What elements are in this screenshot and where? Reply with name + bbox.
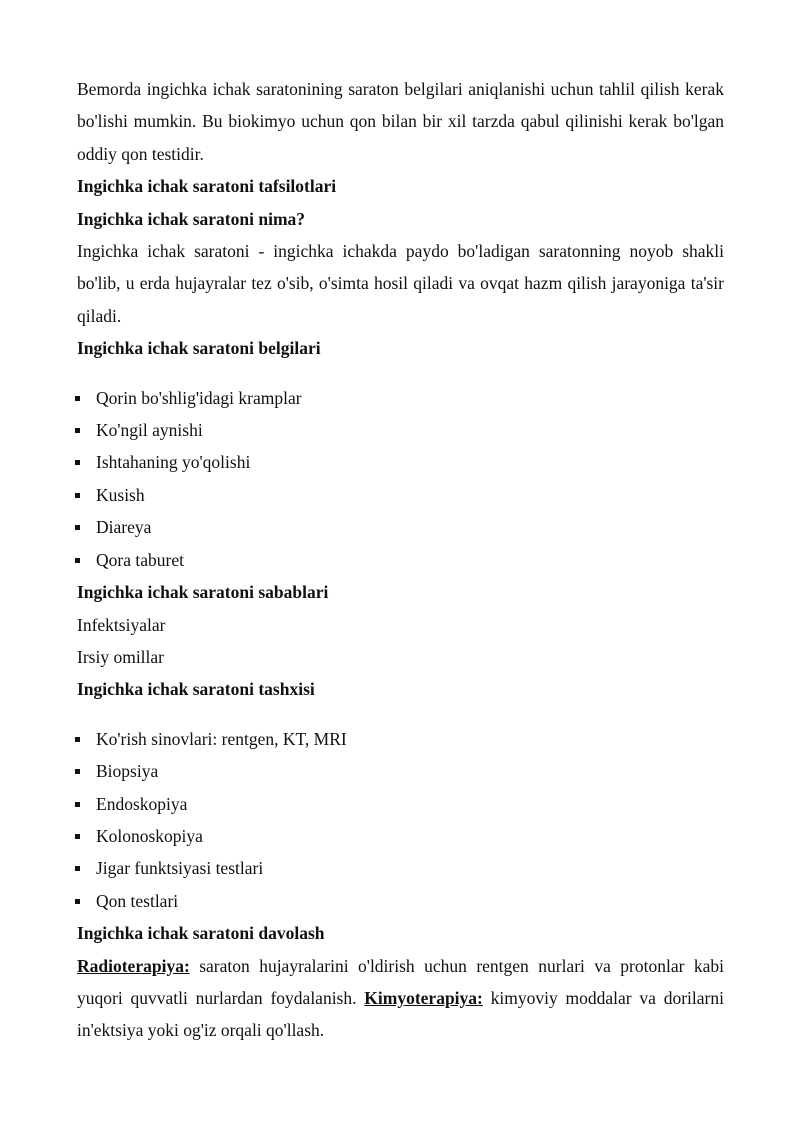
document-page: [77, 73, 724, 1047]
bullet-icon: [75, 899, 80, 904]
list-item: Ko'rish sinovlari: rentgen, KT, MRI: [77, 723, 724, 755]
bullet-icon: [75, 525, 80, 530]
list-item: Ishtahaning yo'qolishi: [77, 446, 724, 478]
heading-symptoms: Ingichka ichak saratoni belgilari: [77, 338, 321, 359]
heading-treatment: Ingichka ichak saratoni davolash: [77, 923, 325, 944]
bullet-icon: [75, 396, 80, 401]
cause-item: Infektsiyalar: [77, 614, 166, 635]
bullet-icon: [75, 737, 80, 742]
radiotherapy-term: Radioterapiya:: [77, 955, 190, 976]
what-paragraph: Ingichka ichak saratoni - ingichka ichakda paydo bo'ladigan saratonning noyob shakli bo'lib, u erda hujayralar tez o'sib, o'simta hosil qiladi va ovqat hazm qilish jarayoniga ta'sir qiladi.: [77, 241, 724, 326]
list-item: Biopsiya: [77, 755, 724, 787]
symptoms-list: [77, 382, 724, 576]
list-item: Qorin bo'shlig'idagi kramplar: [77, 382, 724, 414]
heading-diagnosis: Ingichka ichak saratoni tashxisi: [77, 679, 315, 700]
cause-item: Irsiy omillar: [77, 646, 164, 667]
heading-details: Ingichka ichak saratoni tafsilotlari: [77, 176, 337, 197]
list-item: Endoskopiya: [77, 788, 724, 820]
list-item: Kusish: [77, 479, 724, 511]
bullet-icon: [75, 558, 80, 563]
radiotherapy-text: saraton hujayralarini o'ldirish uchun rentgen nurlari va protonlar kabi yuqori quvvatli nurlardan foydalanish.: [77, 955, 724, 1008]
heading-causes: Ingichka ichak saratoni sabablari: [77, 582, 329, 603]
bullet-icon: [75, 460, 80, 465]
intro-paragraph: Bemorda ingichka ichak saratonining saraton belgilari aniqlanishi uchun tahlil qilish kerak bo'lishi mumkin. Bu biokimyo uchun qon bilan bir xil tarzda qabul qilinishi kerak bo'lgan oddiy qon testidir.: [77, 79, 724, 164]
list-item: Qon testlari: [77, 885, 724, 917]
bullet-icon: [75, 428, 80, 433]
chemotherapy-text: kimyoviy moddalar va dorilarni in'ektsiya yoki og'iz orqali qo'llash.: [77, 987, 724, 1041]
bullet-icon: [75, 769, 80, 774]
bullet-icon: [75, 834, 80, 839]
bullet-icon: [75, 866, 80, 871]
bullet-icon: [75, 802, 80, 807]
list-item: Diareya: [77, 511, 724, 543]
list-item: Kolonoskopiya: [77, 820, 724, 852]
treatment-paragraph: [77, 950, 724, 1047]
heading-what: Ingichka ichak saratoni nima?: [77, 208, 306, 229]
chemotherapy-term: Kimyoterapiya:: [364, 987, 483, 1008]
bullet-icon: [75, 493, 80, 498]
list-item: Qora taburet: [77, 544, 724, 576]
diagnosis-list: [77, 723, 724, 917]
list-item: Ko'ngil aynishi: [77, 414, 724, 446]
list-item: Jigar funktsiyasi testlari: [77, 852, 724, 884]
